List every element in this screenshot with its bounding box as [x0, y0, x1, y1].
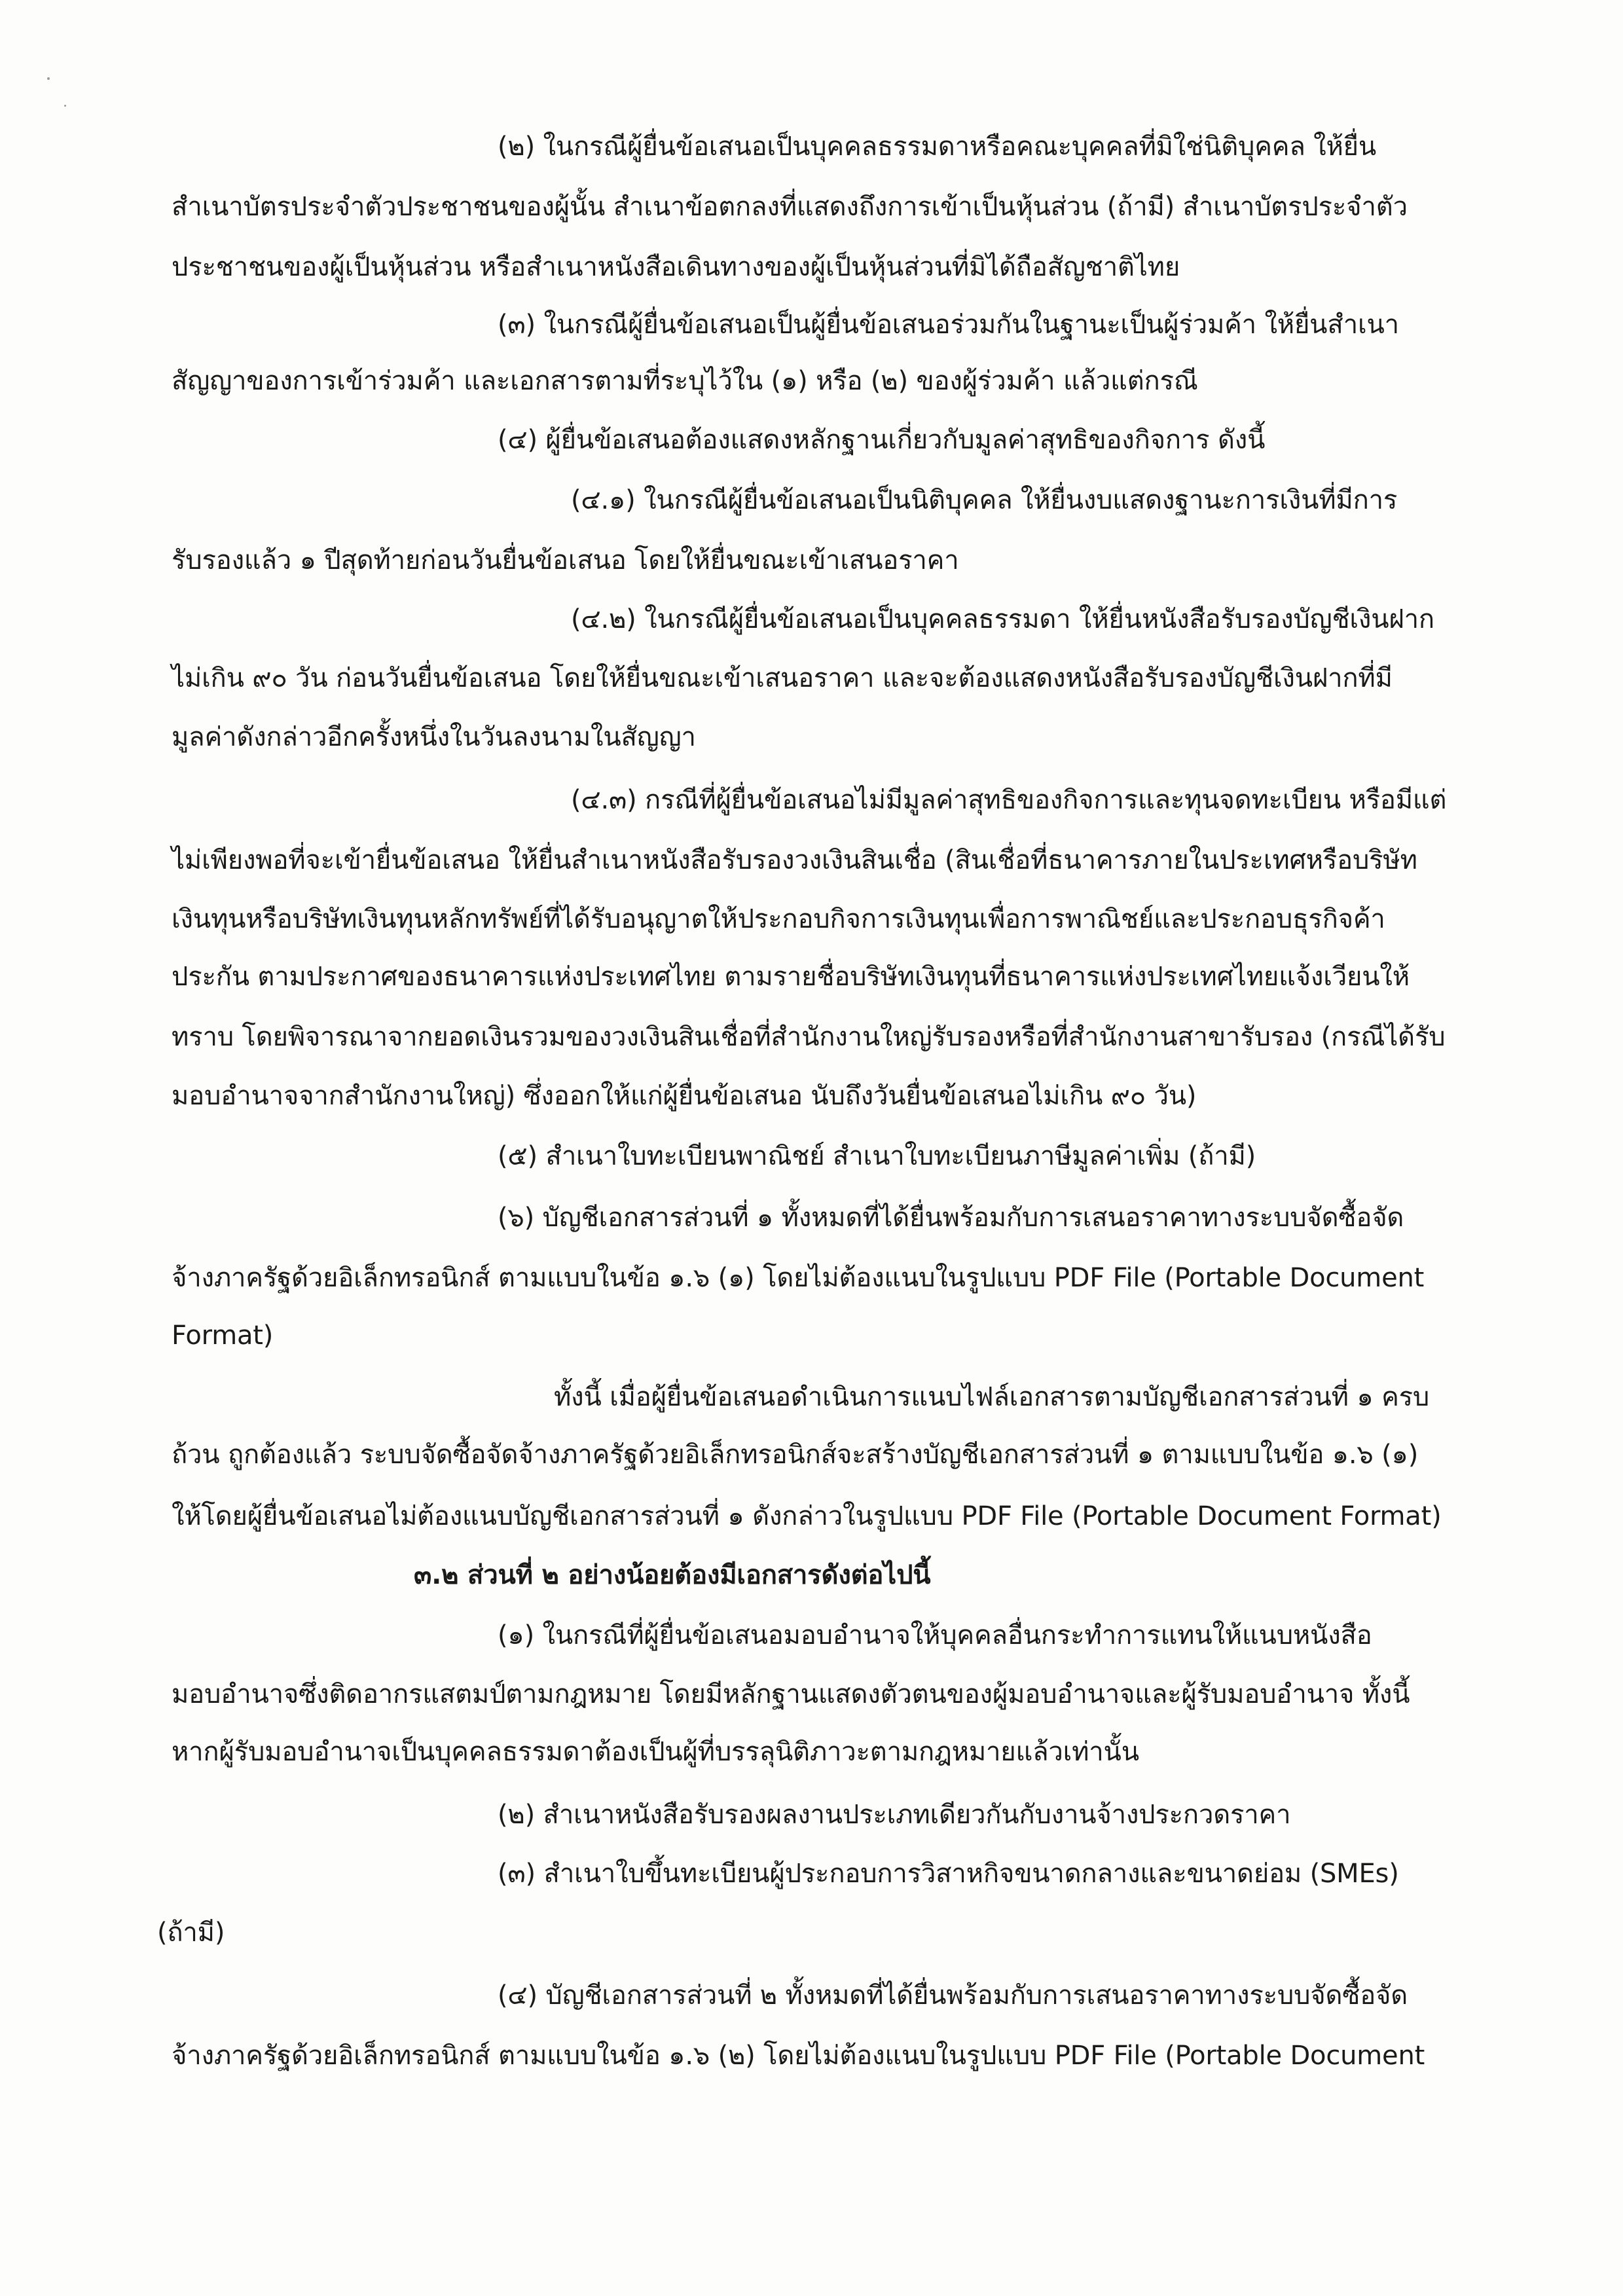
body-text-line: รับรองแล้ว ๑ ปีสุดท้ายก่อนวันยื่นข้อเสนอ โดยให้ยื่นขณะเข้าเสนอราคา: [172, 545, 959, 575]
body-text-line: ถ้วน ถูกต้องแล้ว ระบบจัดซื้อจัดจ้างภาครัฐด้วยอิเล็กทรอนิกส์จะสร้างบัญชีเอกสารส่วนที่ ๑ ตามแบบในข้อ ๑.๖ (๑): [172, 1440, 1419, 1470]
part-2-clause-2-line: (๒) สำเนาหนังสือรับรองผลงานประเภทเดียวกันกับงานจ้างประกวดราคา: [498, 1800, 1291, 1830]
body-text-line: ประกัน ตามประกาศของธนาคารแห่งประเทศไทย ตามรายชื่อบริษัทเงินทุนที่ธนาคารแห่งประเทศไทยแจ้งเวียนให้: [172, 962, 1410, 992]
body-text-line: ประชาชนของผู้เป็นหุ้นส่วน หรือสำเนาหนังสือเดินทางของผู้เป็นหุ้นส่วนที่มิได้ถือสัญชาติไทย: [172, 252, 1180, 282]
body-text-line: ทราบ โดยพิจารณาจากยอดเงินรวมของวงเงินสินเชื่อที่สำนักงานใหญ่รับรองหรือที่สำนักงานสาขารับรอง (กรณีได้รับ: [172, 1022, 1446, 1052]
body-text-line: สำเนาบัตรประจำตัวประชาชนของผู้นั้น สำเนาข้อตกลงที่แสดงถึงการเข้าเป็นหุ้นส่วน (ถ้ามี) สำเนาบัตรประจำตัว: [172, 192, 1408, 222]
scan-speck: [47, 77, 50, 80]
part-2-clause-4-first-line: (๔) บัญชีเอกสารส่วนที่ ๒ ทั้งหมดที่ได้ยื่นพร้อมกับการเสนอราคาทางระบบจัดซื้อจัด: [498, 1980, 1408, 2011]
body-text-line: สัญญาของการเข้าร่วมค้า และเอกสารตามที่ระบุไว้ใน (๑) หรือ (๒) ของผู้ร่วมค้า แล้วแต่กรณี: [172, 366, 1198, 396]
part-2-clause-3-first-line: (๓) สำเนาใบขึ้นทะเบียนผู้ประกอบการวิสาหกิจขนาดกลางและขนาดย่อม (SMEs): [498, 1859, 1399, 1889]
body-text-line: ไม่เพียงพอที่จะเข้ายื่นข้อเสนอ ให้ยื่นสำเนาหนังสือรับรองวงเงินสินเชื่อ (สินเชื่อที่ธนาคารภายในประเทศหรือบริษัท: [172, 845, 1417, 875]
body-text-line: ไม่เกิน ๙๐ วัน ก่อนวันยื่นข้อเสนอ โดยให้ยื่นขณะเข้าเสนอราคา และจะต้องแสดงหนังสือรับรองบัญชีเงินฝากที่มี: [172, 663, 1393, 693]
body-text-line: Format): [172, 1321, 274, 1351]
clause-4-2-first-line: (๔.๒) ในกรณีผู้ยื่นข้อเสนอเป็นบุคคลธรรมดา ให้ยื่นหนังสือรับรองบัญชีเงินฝาก: [571, 604, 1434, 634]
clause-4-3-first-line: (๔.๓) กรณีที่ผู้ยื่นข้อเสนอไม่มีมูลค่าสุทธิของกิจการและทุนจดทะเบียน หรือมีแต่: [571, 785, 1447, 815]
body-text-line: จ้างภาครัฐด้วยอิเล็กทรอนิกส์ ตามแบบในข้อ ๑.๖ (๑) โดยไม่ต้องแนบในรูปแบบ PDF File (Portable Document: [172, 1263, 1425, 1293]
clause-2-first-line: (๒) ในกรณีผู้ยื่นข้อเสนอเป็นบุคคลธรรมดาหรือคณะบุคคลที่มิใช่นิติบุคคล ให้ยื่น: [498, 132, 1377, 162]
body-text-line: หากผู้รับมอบอำนาจเป็นบุคคลธรรมดาต้องเป็นผู้ที่บรรลุนิติภาวะตามกฎหมายแล้วเท่านั้น: [172, 1737, 1139, 1767]
clause-3-first-line: (๓) ในกรณีผู้ยื่นข้อเสนอเป็นผู้ยื่นข้อเสนอร่วมกันในฐานะเป็นผู้ร่วมค้า ให้ยื่นสำเนา: [498, 310, 1399, 340]
section-3-2-heading: ๓.๒ ส่วนที่ ๒ อย่างน้อยต้องมีเอกสารดังต่อไปนี้: [414, 1560, 931, 1590]
clause-4-first-line: (๔) ผู้ยื่นข้อเสนอต้องแสดงหลักฐานเกี่ยวกับมูลค่าสุทธิของกิจการ ดังนี้: [498, 425, 1266, 455]
scan-speck: [64, 105, 66, 107]
body-text-line: จ้างภาครัฐด้วยอิเล็กทรอนิกส์ ตามแบบในข้อ ๑.๖ (๒) โดยไม่ต้องแนบในรูปแบบ PDF File (Portable Document: [172, 2041, 1425, 2071]
clause-6-first-line: (๖) บัญชีเอกสารส่วนที่ ๑ ทั้งหมดที่ได้ยื่นพร้อมกับการเสนอราคาทางระบบจัดซื้อจัด: [498, 1203, 1404, 1233]
body-text-line: (ถ้ามี): [157, 1918, 225, 1948]
part-2-clause-1-first-line: (๑) ในกรณีที่ผู้ยื่นข้อเสนอมอบอำนาจให้บุคคลอื่นกระทำการแทนให้แนบหนังสือ: [498, 1620, 1372, 1650]
note-paragraph-first-line: ทั้งนี้ เมื่อผู้ยื่นข้อเสนอดำเนินการแนบไฟล์เอกสารตามบัญชีเอกสารส่วนที่ ๑ ครบ: [554, 1382, 1430, 1412]
body-text-line: เงินทุนหรือบริษัทเงินทุนหลักทรัพย์ที่ได้รับอนุญาตให้ประกอบกิจการเงินทุนเพื่อการพาณิชย์และประกอบธุรกิจค้า: [172, 904, 1385, 934]
clause-4-1-first-line: (๔.๑) ในกรณีผู้ยื่นข้อเสนอเป็นนิติบุคคล ให้ยื่นงบแสดงฐานะการเงินที่มีการ: [571, 485, 1398, 515]
clause-5-line: (๕) สำเนาใบทะเบียนพาณิชย์ สำเนาใบทะเบียนภาษีมูลค่าเพิ่ม (ถ้ามี): [498, 1141, 1256, 1171]
body-text-line: มอบอำนาจซึ่งติดอากรแสตมป์ตามกฎหมาย โดยมีหลักฐานแสดงตัวตนของผู้มอบอำนาจและผู้รับมอบอำนาจ ทั้งนี้: [172, 1679, 1410, 1709]
body-text-line: ให้โดยผู้ยื่นข้อเสนอไม่ต้องแนบบัญชีเอกสารส่วนที่ ๑ ดังกล่าวในรูปแบบ PDF File (Portable Document Format): [172, 1501, 1442, 1531]
body-text-line: มอบอำนาจจากสำนักงานใหญ่) ซึ่งออกให้แก่ผู้ยื่นข้อเสนอ นับถึงวันยื่นข้อเสนอไม่เกิน ๙๐ วัน): [172, 1081, 1197, 1111]
body-text-line: มูลค่าดังกล่าวอีกครั้งหนึ่งในวันลงนามในสัญญา: [172, 722, 696, 752]
